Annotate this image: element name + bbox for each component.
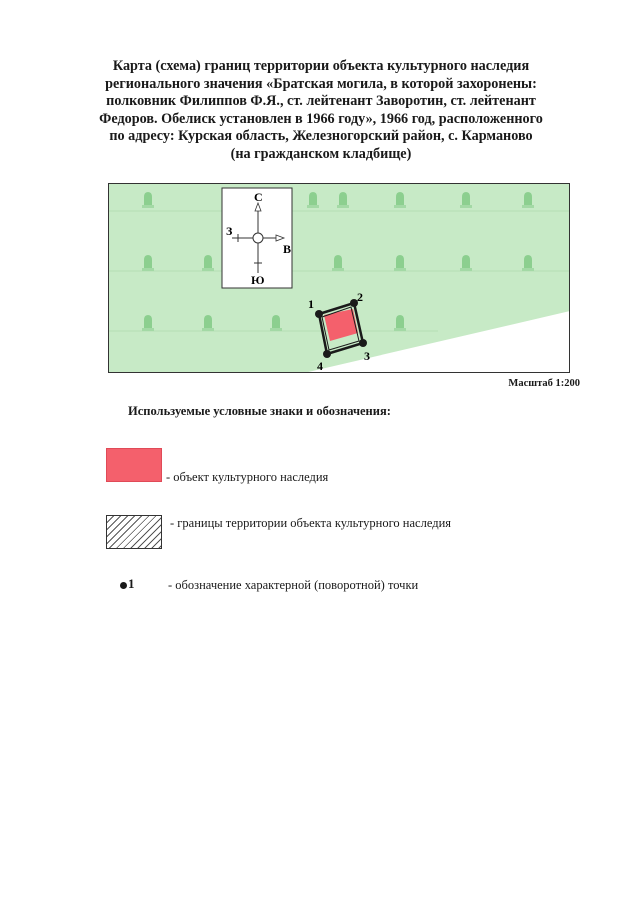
legend-title: Используемые условные знаки и обозначения: — [128, 404, 391, 418]
point-3-marker — [359, 339, 367, 347]
compass-east: В — [283, 242, 292, 256]
compass-south: Ю — [251, 273, 265, 287]
point-symbol-label: 1 — [128, 576, 135, 591]
map-frame — [108, 183, 570, 373]
map-canvas — [108, 183, 570, 373]
title-line: Карта (схема) границ территории объекта культурного наследия — [112, 58, 530, 74]
point-1-label: 1 — [308, 297, 314, 311]
title-line: регионального значения «Братская могила, в которой захоронены: — [105, 75, 537, 92]
point-1-marker — [315, 310, 323, 318]
title-line: полковник Филиппов Ф.Я., ст. лейтенант Заворотин, ст. лейтенант — [106, 93, 536, 109]
point-4-label: 4 — [317, 359, 323, 373]
object-swatch — [106, 448, 162, 482]
legend-text: - границы территории объекта культурного наследия — [170, 516, 452, 530]
compass-north: С — [254, 190, 263, 204]
compass-rose-icon — [222, 188, 292, 288]
title-line: по адресу: Курская область, Железногорский район, с. Карманово — [109, 128, 533, 144]
title-line: Федоров. Обелиск установлен в 1966 году», 1966 год, расположенного — [99, 110, 543, 127]
title-line: (на гражданском кладбище) — [230, 145, 412, 162]
point-4-marker — [323, 350, 331, 358]
boundary-swatch — [106, 515, 162, 549]
map-scale: Масштаб 1:200 — [508, 378, 580, 389]
point-3-label: 3 — [364, 349, 370, 363]
point-2-label: 2 — [357, 290, 363, 304]
legend-text: - обозначение характерной (поворотной) точки — [168, 578, 419, 592]
compass-west: З — [226, 224, 233, 238]
point-symbol-icon — [120, 582, 127, 589]
map-title — [96, 58, 546, 163]
legend-text: - объект культурного наследия — [166, 470, 329, 484]
